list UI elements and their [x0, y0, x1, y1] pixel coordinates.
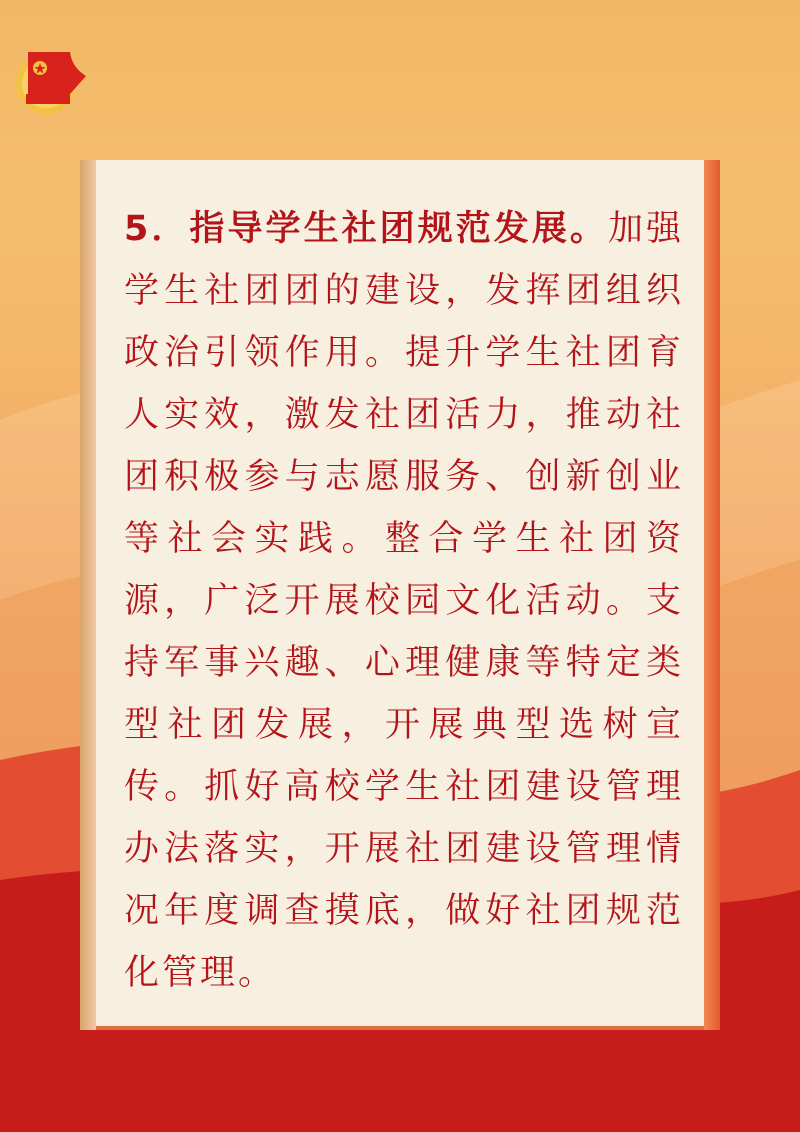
card-edge-right: [704, 160, 720, 1030]
article-text: 加强学生社团团的建设，发挥团组织政治引领作用。提升学生社团育人实效，激发社团活力，推动社团积极参与志愿服务、创新创业等社会实践。整合学生社团资源，广泛开展校园文化活动。支持军事兴趣、心理健康等特定类型社团发展，开展典型选树宣传。抓好高校学生社团建设管理办法落实，开展社团建设管理情况年度调查摸底，做好社团规范化管理。: [124, 209, 684, 993]
card-edge-left: [80, 160, 96, 1030]
youth-league-badge-icon: [10, 42, 88, 120]
article-lead: 5．指导学生社团规范发展。: [124, 209, 608, 249]
article-paragraph: [124, 198, 684, 1004]
